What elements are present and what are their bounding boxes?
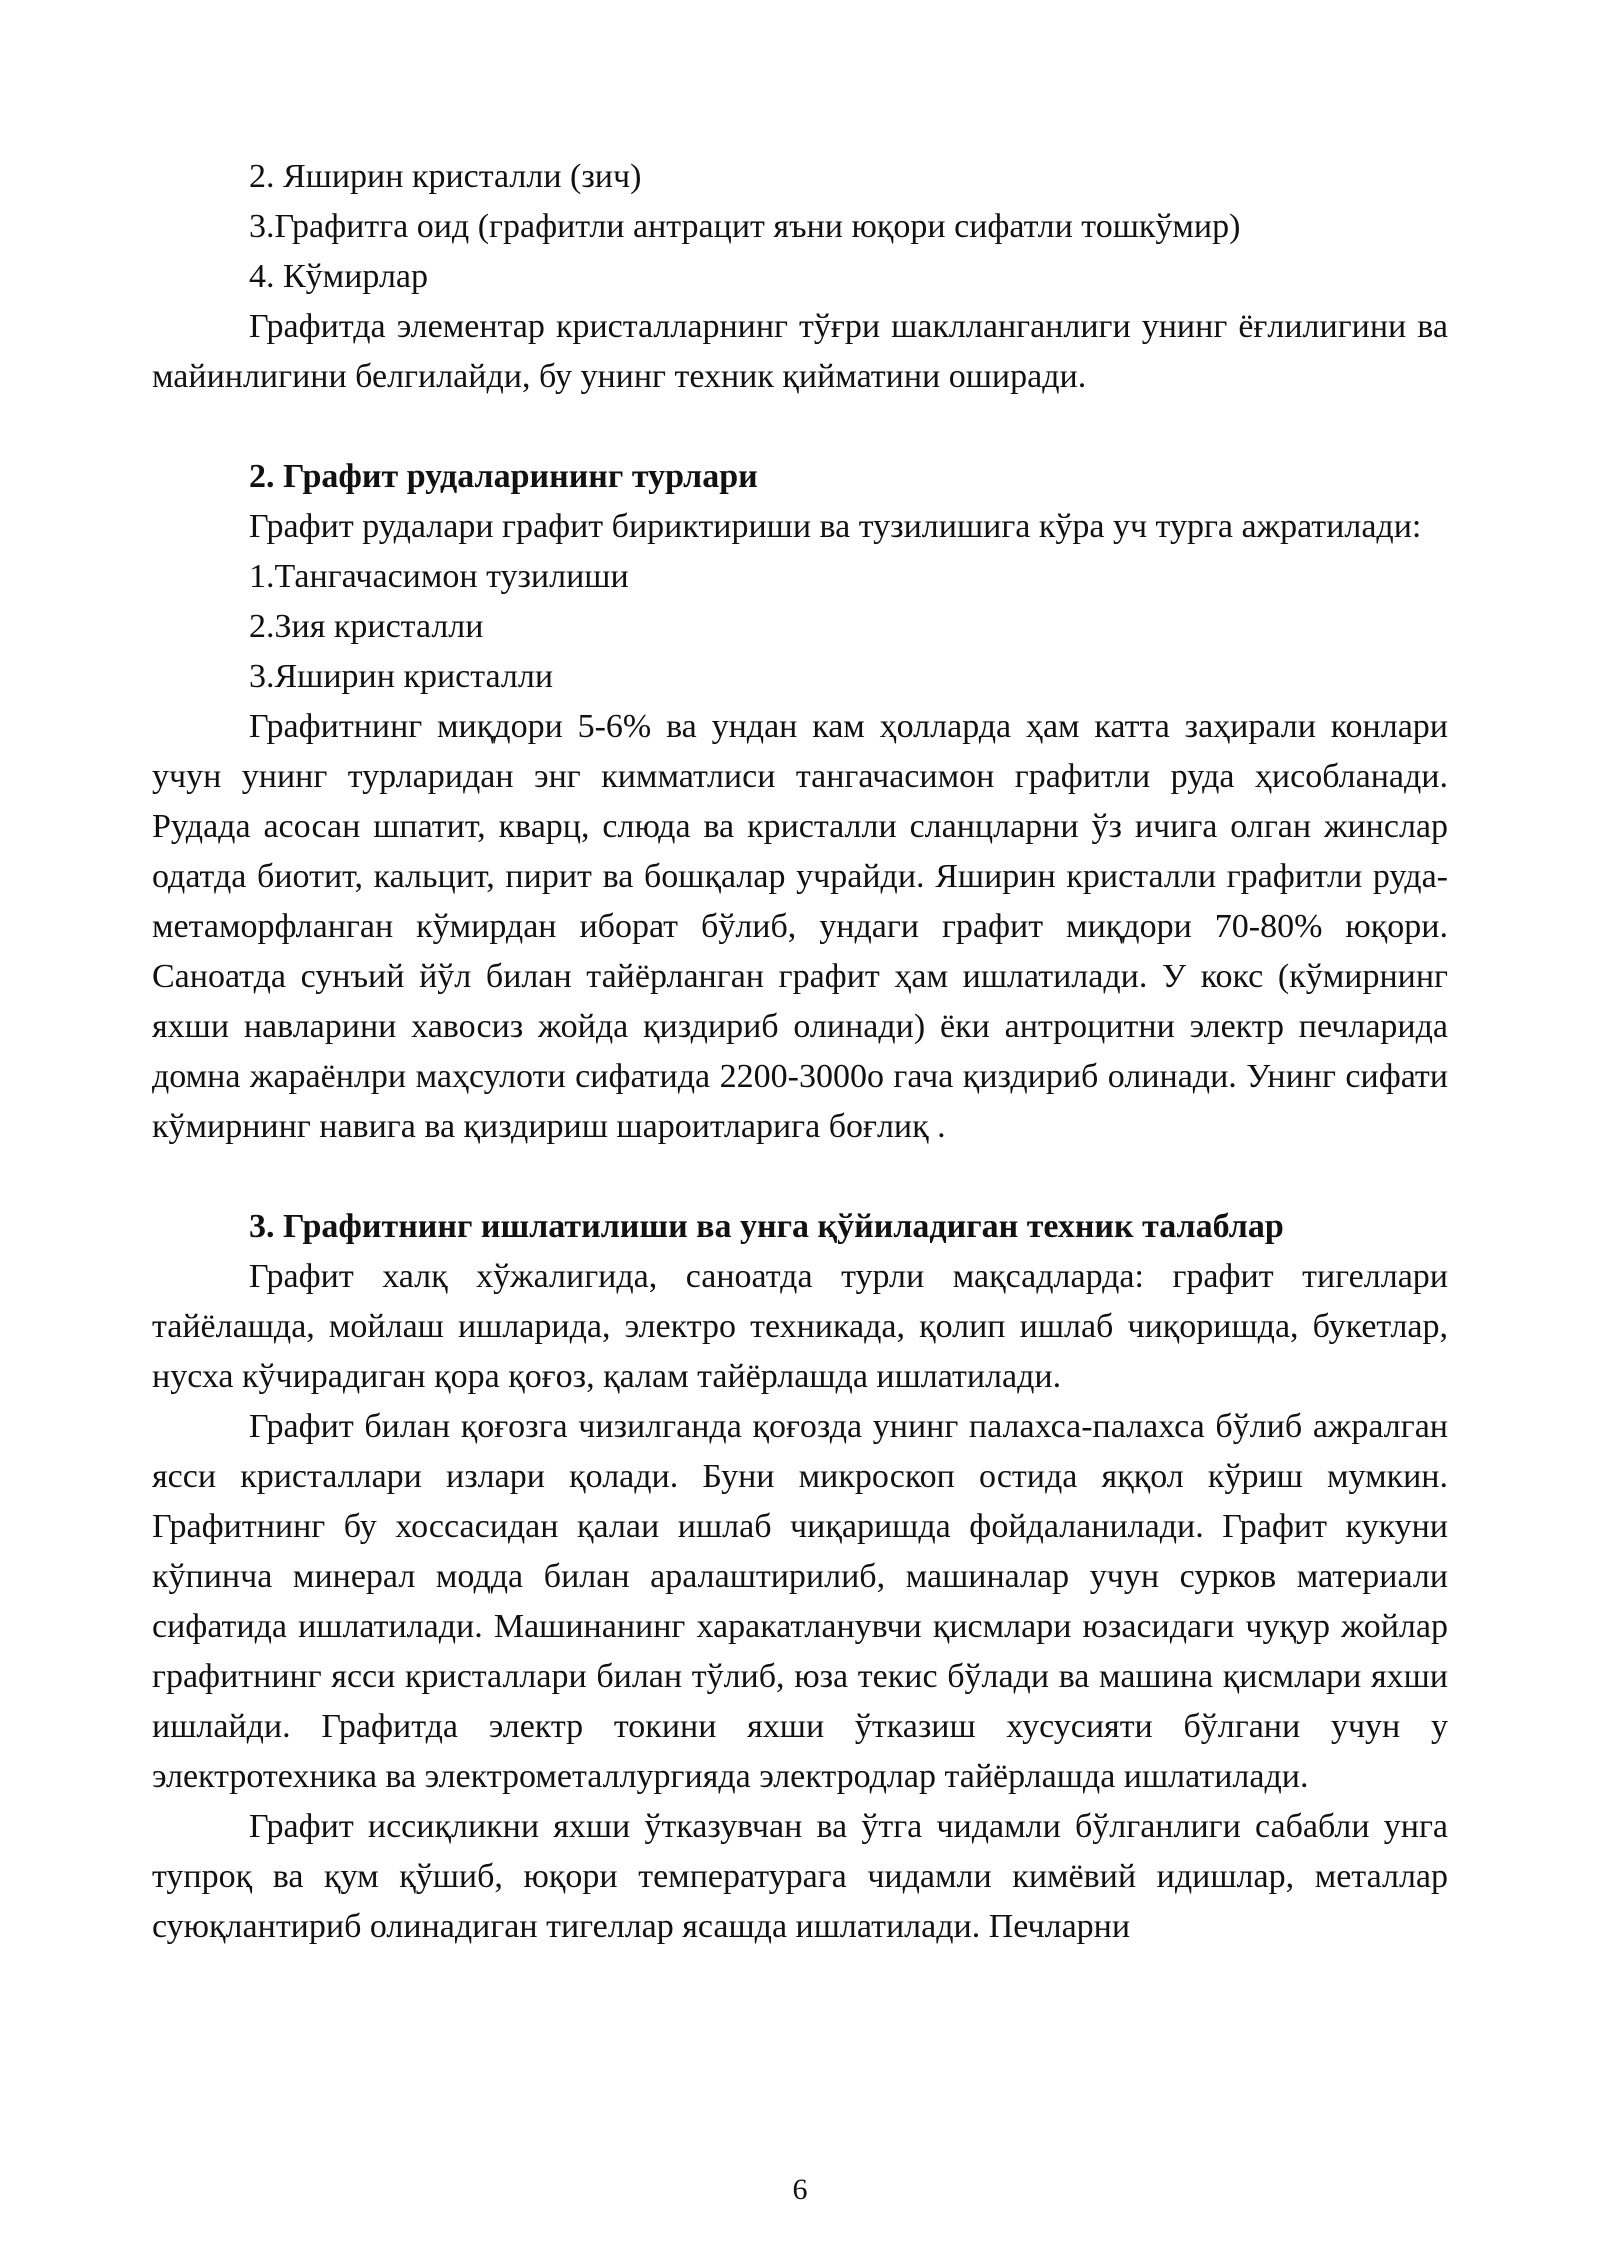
list-item: 2. Яширин кристалли (зич) — [249, 158, 642, 195]
paragraph-intro: Графитда элементар кристалларнинг тўғри шаклланганлиги унинг ёғлилигини ва майинлигини белгилайди, бу унинг техник қийматини оширади. — [152, 308, 1448, 395]
spacer — [152, 402, 1448, 452]
paragraph: Графит халқ хўжалигида, саноатда турли мақсадларда: графит тигеллари тайёлашда, мойлаш ишларида, электро техникада, қолип ишлаб чиқоришда, букетлар, нусха кўчирадиган қора қоғоз, қалам тайёрлашда ишлатилади. — [152, 1258, 1448, 1395]
list-item: 3.Графитга оид (графитли антрацит яъни юқори сифатли тошкўмир) — [249, 208, 1241, 245]
list-item: 3.Яширин кристалли — [249, 658, 554, 695]
paragraph: Графитнинг миқдори 5-6% ва ундан кам ҳолларда ҳам катта заҳирали конлари учун унинг турларидан энг кимматлиси тангачасимон графитли руда ҳисобланади. Рудада асосан шпатит, кварц, слюда ва кристалли сланцларни ўз ичига олган жинслар одатда биотит, кальцит, пирит ва бошқалар учрайди. Яширин кристалли графитли руда- метаморфланган кўмирдан иборат бўлиб, ундаги графит миқдори 70-80% юқори. Саноатда сунъий йўл билан тайёрланган графит ҳам ишлатилади. У кокс (кўмирнинг яхши навларини хавосиз жойда қиздириб олинади) ёки антроцитни электр печларида домна жараёнлри маҳсулоти сифатида 2200-3000о гача қиздириб олинади. Унинг сифати кўмирнинг навига ва қиздириш шароитларига боғлиқ . — [152, 708, 1448, 1145]
list-item: 1.Тангачасимон тузилиши — [249, 558, 629, 595]
page-content — [152, 152, 1448, 1952]
spacer — [152, 1152, 1448, 1202]
paragraph: Графит рудалари графит бириктириши ва тузилишига кўра уч турга ажратилади: — [249, 508, 1422, 545]
list-item: 2.Зия кристалли — [249, 608, 484, 645]
list-item: 4. Кўмирлар — [249, 258, 428, 295]
page-number: 6 — [792, 2173, 808, 2206]
section-heading: 2. Графит рудаларининг турлари — [249, 458, 758, 495]
paragraph: Графит билан қоғозга чизилганда қоғозда унинг палахса-палахса бўлиб ажралган ясси кристаллари излари қолади. Буни микроскоп остида яққол кўриш мумкин. Графитнинг бу хоссасидан қалаи ишлаб чиқаришда фойдаланилади. Графит кукуни кўпинча минерал модда билан аралаштирилиб, машиналар учун сурков материали сифатида ишлатилади. Машинанинг харакатланувчи қисмлари юзасидаги чуқур жойлар графитнинг ясси кристаллари билан тўлиб, юза текис бўлади ва машина қисмлари яхши ишлайди. Графитда электр токини яхши ўтказиш хусусияти бўлгани учун у электротехника ва электрометаллургияда электродлар тайёрлашда ишлатилади. — [152, 1408, 1448, 1795]
paragraph: Графит иссиқликни яхши ўтказувчан ва ўтга чидамли бўлганлиги сабабли унга тупроқ ва қум қўшиб, юқори температурага чидамли кимёвий идишлар, металлар суюқлантириб олинадиган тигеллар ясашда ишлатилади. Печларни — [152, 1808, 1448, 1945]
section-heading: 3. Графитнинг ишлатилиши ва унга қўйиладиган техник талаблар — [249, 1208, 1284, 1245]
